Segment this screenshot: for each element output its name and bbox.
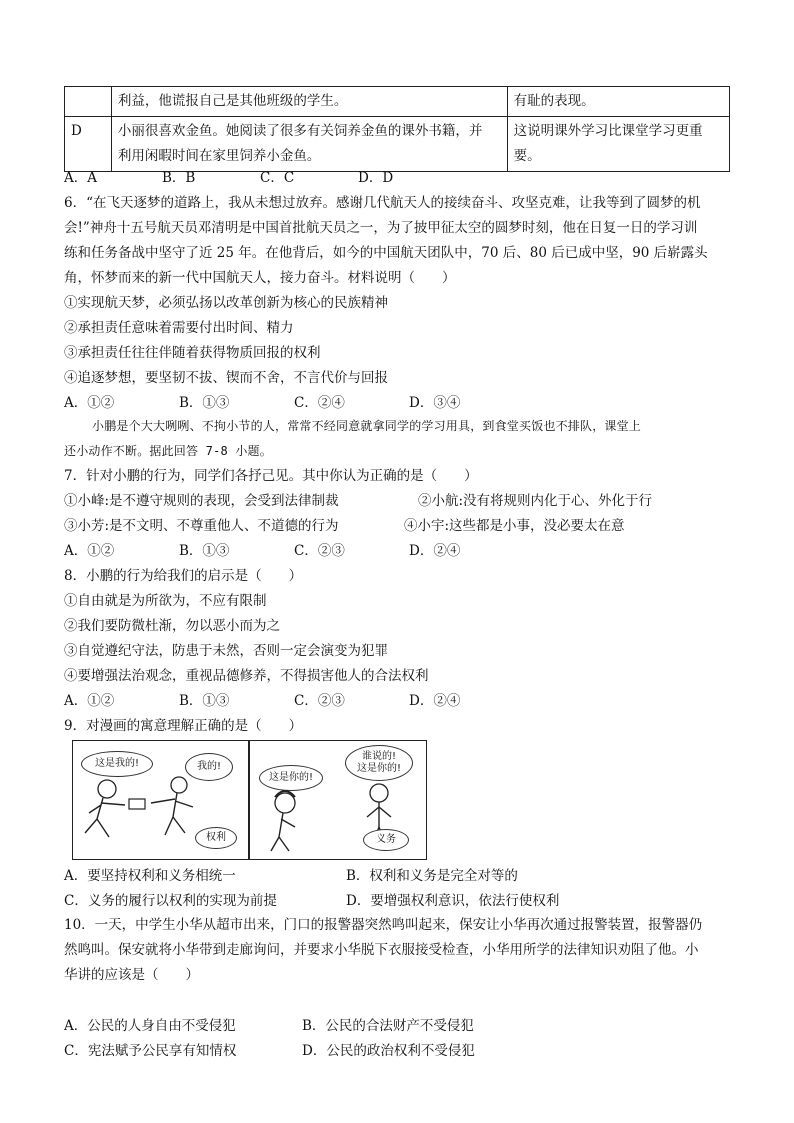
q8-block <box>64 564 732 689</box>
q9-stem: 9．对漫画的寓意理解正确的是（ ） <box>64 718 303 734</box>
q9-option[interactable]: D．要增强权利意识，依法行使权利 <box>346 893 560 909</box>
label-duties: 义务 <box>363 829 409 851</box>
speech-bubble: 这是你的! <box>259 765 323 791</box>
answer-option[interactable]: D．③④ <box>409 395 461 411</box>
q9-option[interactable]: B．权利和义务是完全对等的 <box>346 868 518 884</box>
bubble-line: 谁说的! <box>361 751 396 762</box>
q8-option: ②我们要防微杜渐，勿以恶小而为之 <box>64 618 280 634</box>
q7-option: ④小宇:这些都是小事，没必要太在意 <box>404 518 625 534</box>
q7-option: ③小芳:是不文明、不尊重他人、不道德的行为 <box>64 518 339 534</box>
cartoon-image <box>72 740 427 860</box>
q10-option[interactable]: D．公民的政治权利不受侵犯 <box>302 1043 475 1059</box>
answer-option[interactable]: A．①② <box>64 395 115 411</box>
speech-bubble: 我的! <box>185 753 233 781</box>
answer-option[interactable]: A．①② <box>64 693 115 709</box>
answer-option[interactable]: B．①③ <box>179 543 230 559</box>
passage-line: 还小动作不断。据此回答 7-8 小题。 <box>64 444 272 458</box>
q10-line: 华讲的应该是（ ） <box>64 967 199 983</box>
table-text-line: 利用闲暇时间在家里饲养小金鱼。 <box>117 148 321 164</box>
q9-option[interactable]: C．义务的履行以权利的实现为前提 <box>64 893 277 909</box>
q7-option: ②小航:没有将规则内化于心、外化于行 <box>418 493 653 509</box>
answer-option[interactable]: D．D <box>358 170 394 186</box>
table-text-line: 小丽很喜欢金鱼。她阅读了很多有关饲养金鱼的课外书籍，并 <box>117 123 483 139</box>
answer-option[interactable]: D．②④ <box>409 543 461 559</box>
q6-answer-row <box>64 393 460 413</box>
table-cell-letter <box>65 87 112 117</box>
q8-option: ④要增强法治观念，重视品德修养，不得损害他人的合法权利 <box>64 668 429 684</box>
speech-bubble: 这是我的! <box>81 751 153 777</box>
q10-option[interactable]: B．公民的合法财产不受侵犯 <box>302 1018 474 1034</box>
answer-option[interactable]: B．①③ <box>179 395 230 411</box>
answer-option[interactable]: A．①② <box>64 543 115 559</box>
q6-option: ①实现航天梦，必须弘扬以改革创新为核心的民族精神 <box>64 295 388 311</box>
label-rights: 权利 <box>195 827 237 849</box>
answer-option[interactable]: B．B <box>162 170 196 186</box>
passage <box>64 414 732 464</box>
table-cell-comment: 有耻的表现。 <box>507 87 729 117</box>
q7-stem: 7．针对小鹏的行为，同学们各抒己见。其中你认为正确的是（ ） <box>64 468 478 484</box>
table-comment-line: 要。 <box>513 148 541 164</box>
q8-answer-row <box>64 691 460 711</box>
q6-stem <box>64 191 732 391</box>
bubble-line: 这是你的! <box>356 763 401 774</box>
q9-option[interactable]: A．要坚持权利和义务相统一 <box>64 868 236 884</box>
table-row <box>65 87 730 117</box>
q6-option: ②承担责任意味着需要付出时间、精力 <box>64 320 294 336</box>
q10-line: 然鸣叫。保安就将小华带到走廊询问，并要求小华脱下衣服接受检查，小华用所学的法律知识劝阻了他。小 <box>64 942 699 958</box>
q6-option: ④追逐梦想，要坚韧不拔、锲而不舍，不言代价与回报 <box>64 370 388 386</box>
q6-option: ③承担责任往往伴随着获得物质回报的权利 <box>64 345 321 361</box>
answer-option[interactable]: D．②④ <box>409 693 461 709</box>
table-cell-comment <box>507 117 729 172</box>
options-table <box>64 86 730 172</box>
table-comment-line: 这说明课外学习比课堂学习更重 <box>513 123 703 139</box>
answer-option[interactable]: A．A <box>64 170 97 186</box>
q6-line: 6．“在飞天逐梦的道路上，我从未想过放弃。感谢几代航天人的接续奋斗、攻坚克难，让我等到了圆梦的机 <box>64 195 701 211</box>
q5-answer-row <box>64 168 393 188</box>
answer-option[interactable]: C．C <box>260 170 295 186</box>
q6-line: 角，怀梦而来的新一代中国航天人，接力奋斗。材料说明（ ） <box>64 270 456 286</box>
q8-option: ①自由就是为所欲为，不应有限制 <box>64 593 267 609</box>
passage-line: 小鹏是个大大咧咧、不拘小节的人，常常不经同意就拿同学的学习用具，到食堂买饭也不排队，课堂上 <box>92 419 642 433</box>
q7-answer-row <box>64 541 460 561</box>
q8-stem: 8．小鹏的行为给我们的启示是（ ） <box>64 568 303 584</box>
q6-line: 会!”神舟十五号航天员邓清明是中国首批航天员之一，为了披甲征太空的圆梦时刻，他在日复一日的学习训 <box>64 220 698 236</box>
q8-option: ③自觉遵纪守法，防患于未然，否则一定会演变为犯罪 <box>64 643 388 659</box>
answer-option[interactable]: C．②③ <box>294 543 345 559</box>
q7-option: ①小峰:是不遵守规则的表现，会受到法律制裁 <box>64 493 339 509</box>
table-row <box>65 117 730 172</box>
q10-stem <box>64 913 732 988</box>
q10-line: 10．一天，中学生小华从超市出来，门口的报警器突然鸣叫起来，保安让小华再次通过报警装置，报警器仍 <box>64 917 703 933</box>
table-cell-letter: D <box>65 117 112 172</box>
answer-option[interactable]: B．①③ <box>179 693 230 709</box>
q6-line: 练和任务备战中坚守了近 25 年。在他背后，如今的中国航天团队中，70 后、80 后已成中坚，90 后崭露头 <box>64 245 708 261</box>
answer-option[interactable]: C．②④ <box>294 395 345 411</box>
q10-option[interactable]: C．宪法赋予公民享有知情权 <box>64 1043 237 1059</box>
answer-option[interactable]: C．②③ <box>294 693 345 709</box>
table-cell-text <box>111 117 507 172</box>
q10-option[interactable]: A．公民的人身自由不受侵犯 <box>64 1018 236 1034</box>
table-cell-text: 利益，他谎报自己是其他班级的学生。 <box>111 87 507 117</box>
